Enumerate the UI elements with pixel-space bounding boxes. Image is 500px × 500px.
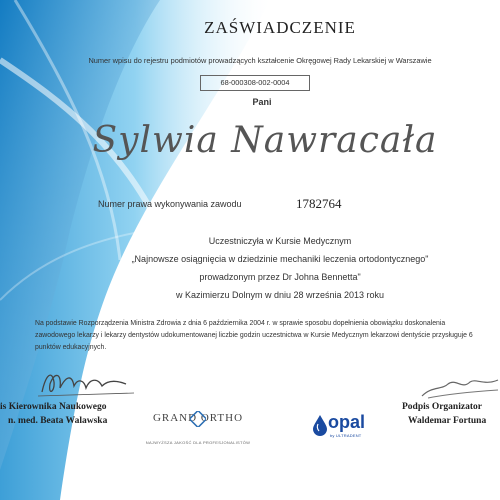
license-label: Numer prawa wykonywania zawodu <box>98 199 242 209</box>
opal-drop-icon <box>312 414 328 436</box>
course-line-3: prowadzonym przez Dr Johna Bennetta" <box>199 272 361 282</box>
course-line-2: „Najnowsze osiągnięcia w dziedzinie mechaniki leczenia ortodontycznego" <box>131 254 429 264</box>
grand-ortho-tagline: NAJWYŻSZA JAKOŚĆ DLA PROFESJONALISTÓW <box>145 440 251 445</box>
right-signature-title: Podpis Organizator <box>402 402 482 412</box>
grand-ortho-mark-icon <box>190 411 206 427</box>
right-signature-name: Waldemar Fortuna <box>408 416 487 426</box>
left-signature-name: n. med. Beata Walawska <box>8 416 108 426</box>
legal-text: Na podstawie Rozporządzenia Ministra Zdrowia z dnia 6 października 2004 r. w sprawie sposobu dopełnienia obowiązku doskonalenia zawodowego lekarzy i lekarzy dentystów udokumentowanej liczbie godzin uczestnictwa w Kursie Medycznym lekarzowi dentyście przysługuje 6 punktów edukacyjnych. <box>35 320 473 351</box>
opal-logo: opal <box>328 412 366 432</box>
opal-logo-subtitle: by ULTRADENT <box>330 433 362 438</box>
left-signature <box>36 366 136 400</box>
license-number: 1782764 <box>296 196 342 211</box>
salutation: Pani <box>252 97 272 107</box>
grand-ortho-logo: GRAND ORTHO <box>152 412 244 424</box>
registry-number-box: 68-000308-002-0004 <box>200 75 310 91</box>
right-signature <box>418 372 500 402</box>
certificate-title: ZAŚWIADCZENIE <box>204 18 356 37</box>
course-line-1: Uczestniczyła w Kursie Medycznym <box>208 236 352 246</box>
left-signature-title: is Kierownika Naukowego <box>0 402 107 412</box>
registry-line: Numer wpisu do rejestru podmiotów prowadzących kształcenie Okręgowej Rady Lekarskiej w Warszawie <box>88 56 432 65</box>
course-line-4: w Kazimierzu Dolnym w dniu 28 września 2013 roku <box>175 290 385 300</box>
recipient-name: Sylwia Nawracała <box>92 120 438 161</box>
